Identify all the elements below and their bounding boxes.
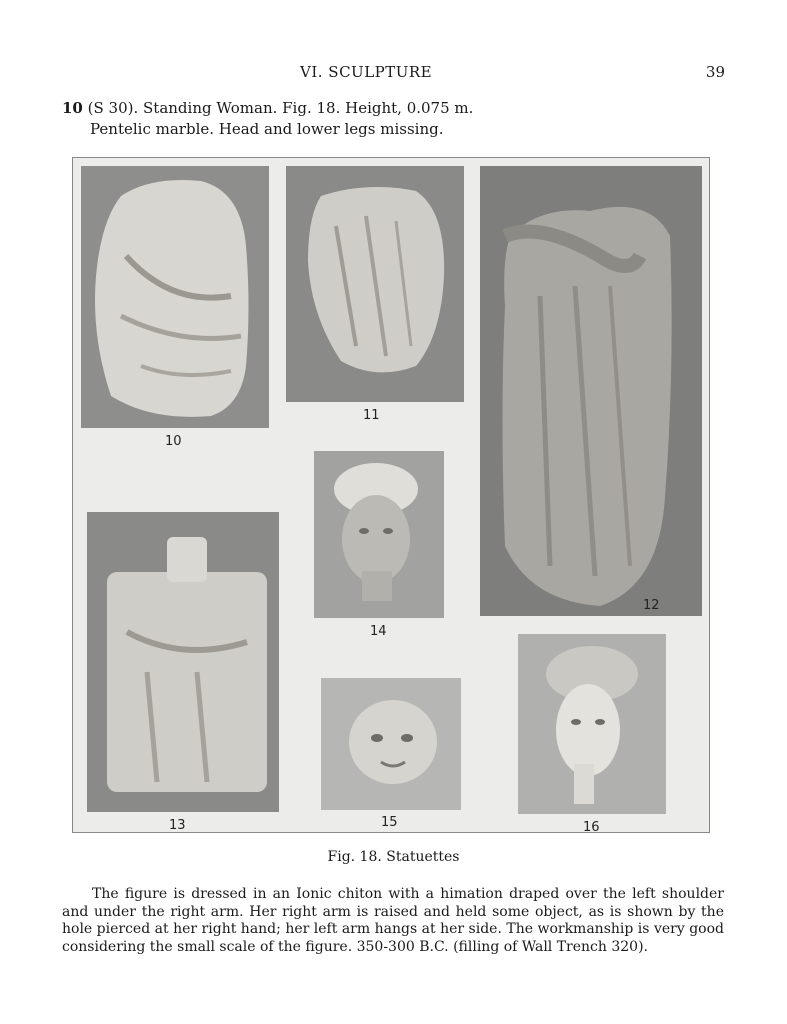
entry-catalog: (S 30). xyxy=(82,99,139,117)
catalog-entry xyxy=(62,98,473,140)
statuette-13-photo xyxy=(87,512,279,812)
statuette-12-photo xyxy=(480,166,702,616)
statuette-10-photo xyxy=(81,166,269,428)
figure-label-14: 14 xyxy=(370,624,387,639)
figure-label-15: 15 xyxy=(381,815,398,830)
figure-plate xyxy=(72,157,710,833)
figure-caption: Fig. 18. Statuettes xyxy=(327,849,460,865)
section-title: VI. SCULPTURE xyxy=(300,63,433,81)
statuette-16-photo xyxy=(518,634,666,814)
page-number: 39 xyxy=(705,63,725,81)
entry-heading xyxy=(62,98,473,119)
figure-label-10: 10 xyxy=(165,434,182,449)
statuette-15-photo xyxy=(321,678,461,810)
entry-description: Standing Woman. Fig. 18. Height, 0.075 m. xyxy=(138,99,474,117)
figure-label-16: 16 xyxy=(583,820,600,835)
statuette-11-photo xyxy=(286,166,464,402)
figure-label-11: 11 xyxy=(363,408,380,423)
entry-number: 10 xyxy=(62,99,83,117)
statuette-14-photo xyxy=(314,451,444,618)
figure-label-13: 13 xyxy=(169,818,186,833)
body-paragraph: The figure is dressed in an Ionic chiton with a himation draped over the left shoulder and under the right arm. Her right arm is raised and held some object, as is shown by the hole pierced at her right hand; her left arm hangs at her side. The workmanship is very good considering the small scale of the figure. 350-300 B.C. (filling of Wall Trench 320). xyxy=(62,886,724,955)
entry-material: Pentelic marble. Head and lower legs missing. xyxy=(90,120,444,138)
running-head xyxy=(0,63,787,85)
figure-label-12: 12 xyxy=(643,598,660,613)
